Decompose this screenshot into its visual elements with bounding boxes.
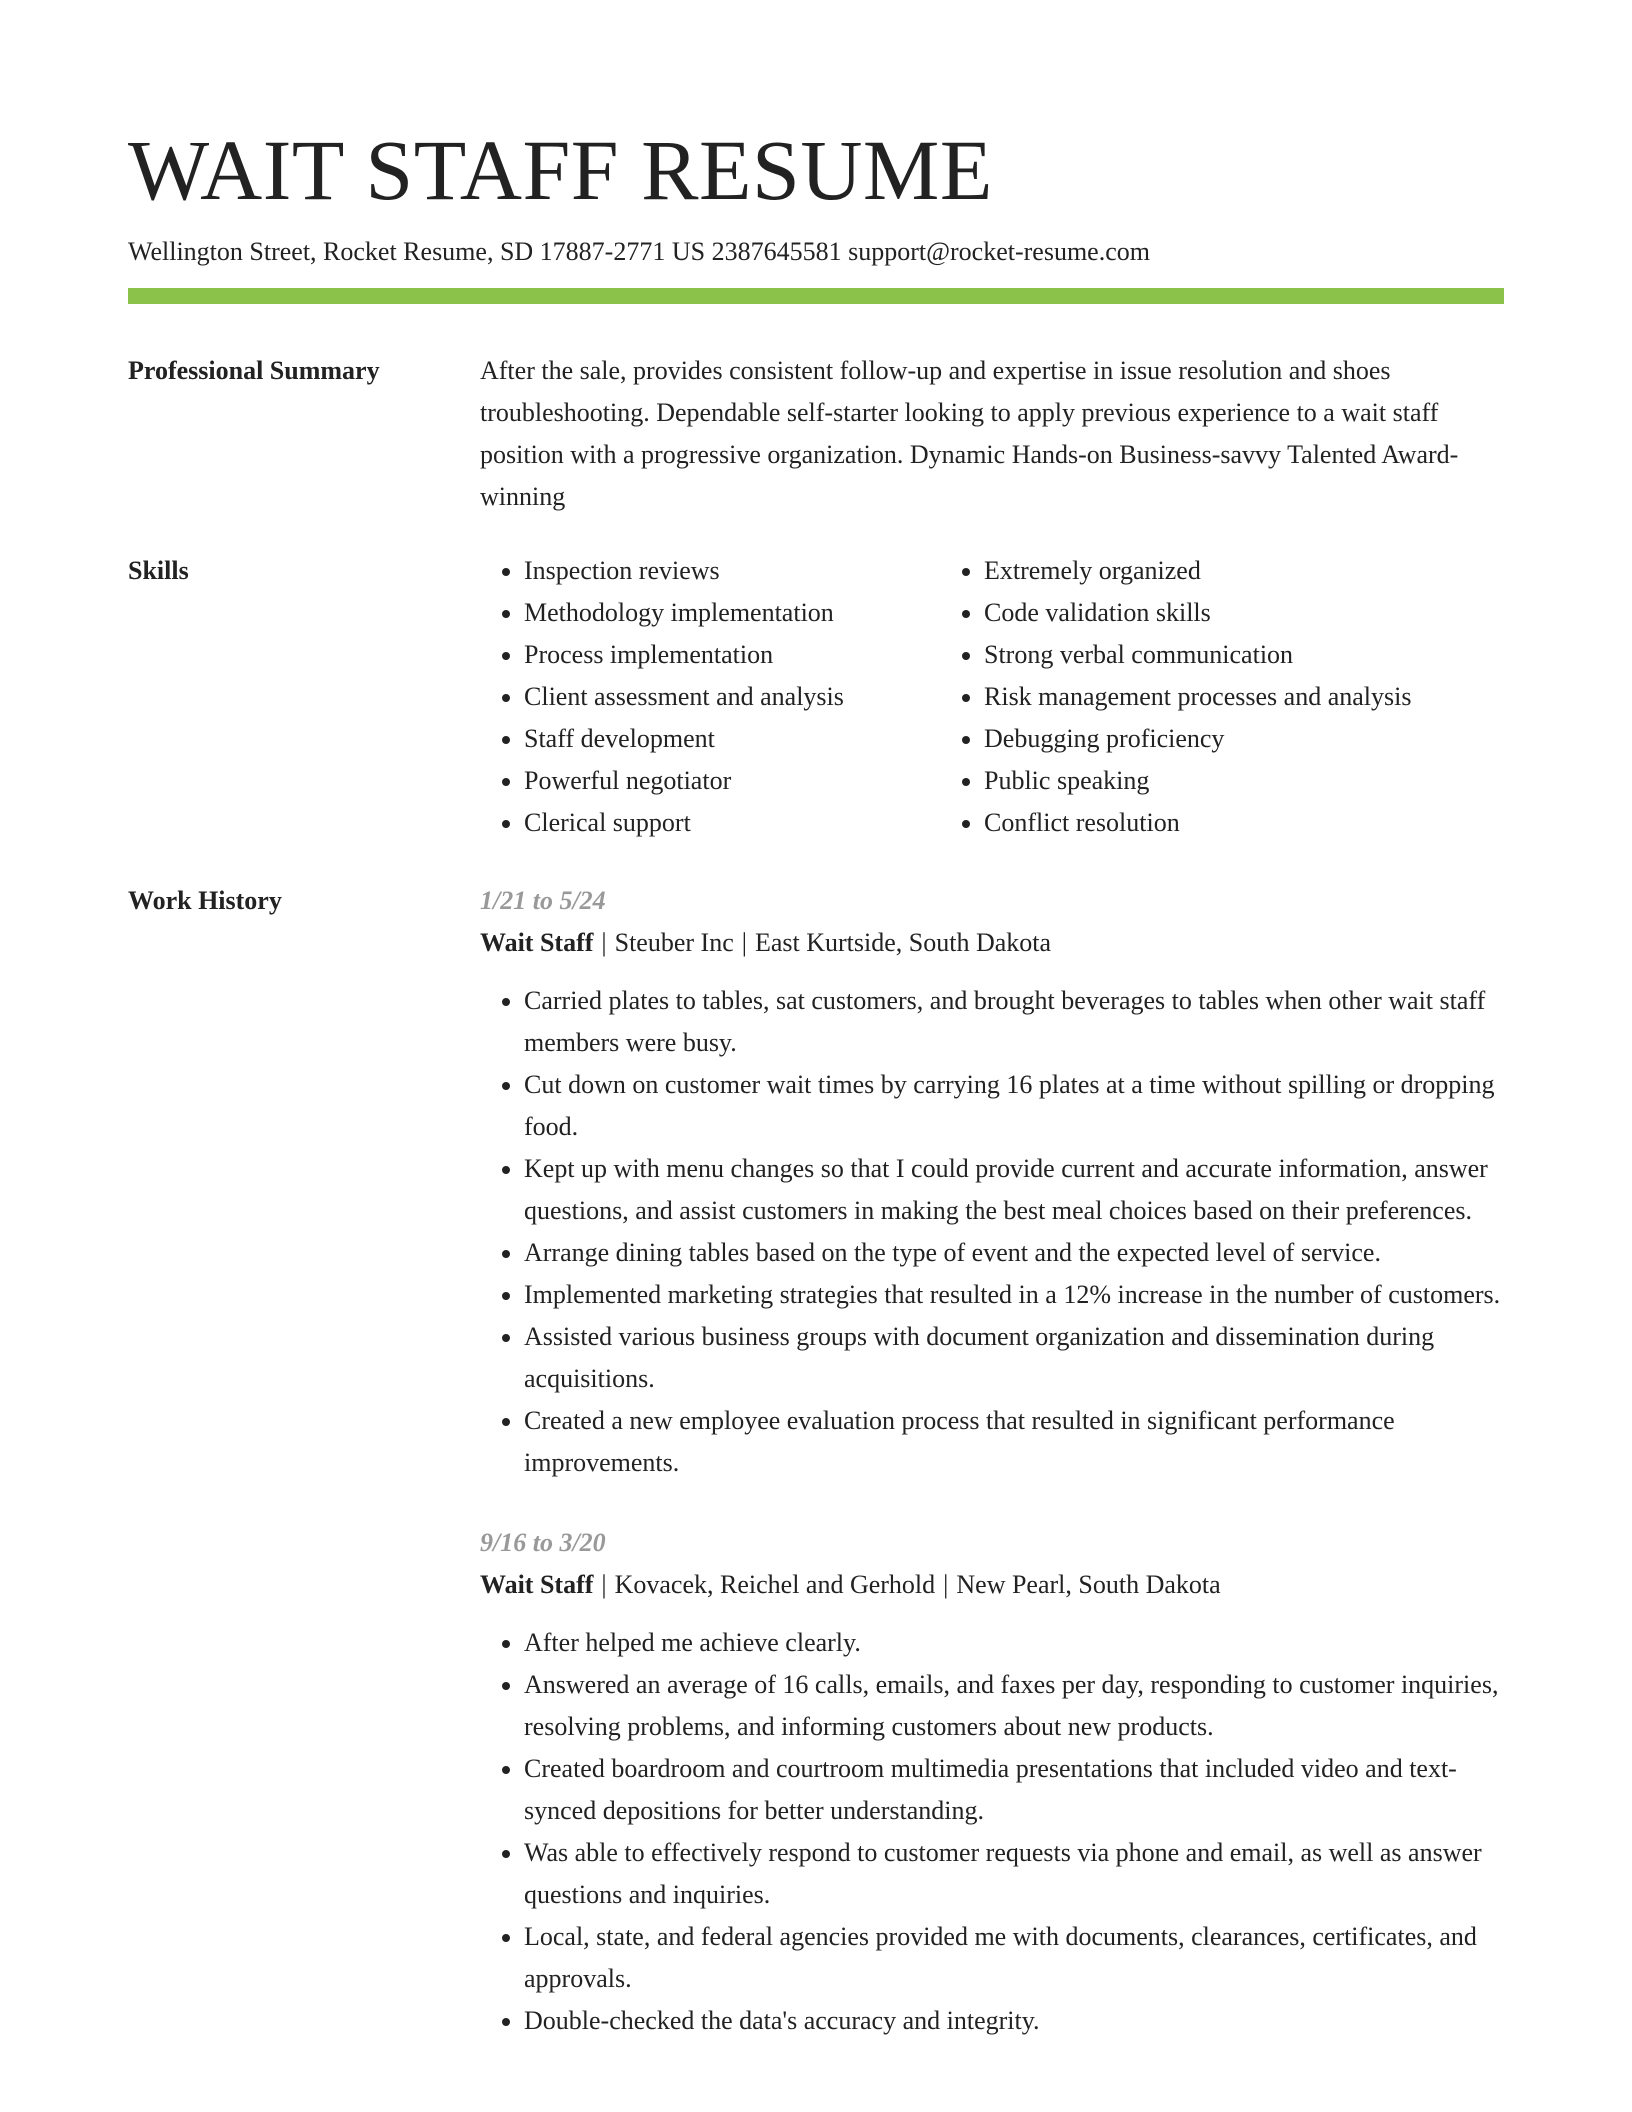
skill-item: • Conflict resolution [984, 802, 1504, 844]
skill-item: • Strong verbal communication [984, 634, 1504, 676]
skill-item: • Staff development [524, 718, 940, 760]
job-bullet: • Created boardroom and courtroom multimedia presentations that included video and text-synced depositions for better understanding. [524, 1748, 1504, 1832]
separator: | [741, 928, 747, 957]
job-entry [480, 880, 1504, 1484]
job-bullet: • Was able to effectively respond to customer requests via phone and email, as well as answer questions and inquiries. [524, 1832, 1504, 1916]
skill-item: • Clerical support [524, 802, 940, 844]
skill-item: • Public speaking [984, 760, 1504, 802]
job-entry [480, 1522, 1504, 2042]
job-dates: 1/21 to 5/24 [480, 886, 606, 915]
skills-list-left [480, 550, 940, 844]
skill-item: • Process implementation [524, 634, 940, 676]
skill-item: • Methodology implementation [524, 592, 940, 634]
work-history-section [128, 880, 1504, 2080]
skill-item: • Client assessment and analysis [524, 676, 940, 718]
skills-list-right [940, 550, 1504, 844]
summary-text: After the sale, provides consistent follow-up and expertise in issue resolution and shoes troubleshooting. Dependable self-starter looking to apply previous experience to a wait staff position with a progressive organization. Dynamic Hands-on Business-savvy Talented Award-winning [480, 356, 1459, 511]
job-dates: 9/16 to 3/20 [480, 1528, 606, 1557]
skill-item: • Code validation skills [984, 592, 1504, 634]
job-bullet: • After helped me achieve clearly. [524, 1622, 1504, 1664]
separator: | [943, 1570, 949, 1599]
contact-email: support@rocket-resume.com [848, 237, 1150, 266]
skills-section [128, 550, 1504, 844]
section-label-work: Work History [128, 886, 282, 915]
resume-title: WAIT STAFF RESUME [128, 122, 993, 218]
contact-phone: 2387645581 [711, 237, 842, 266]
section-label-summary: Professional Summary [128, 356, 380, 385]
job-location: East Kurtside, South Dakota [754, 928, 1052, 957]
job-bullet: • Kept up with menu changes so that I could provide current and accurate information, answer questions, and assist customers in making the best meal choices based on their preferences. [524, 1148, 1504, 1232]
job-bullet: • Local, state, and federal agencies provided me with documents, clearances, certificates, and approvals. [524, 1916, 1504, 2000]
job-company: Steuber Inc [614, 928, 734, 957]
contact-line [128, 234, 1504, 270]
job-company: Kovacek, Reichel and Gerhold [614, 1570, 936, 1599]
job-bullet: • Cut down on customer wait times by carrying 16 plates at a time without spilling or dropping food. [524, 1064, 1504, 1148]
job-heading [480, 1564, 1504, 1606]
job-bullet-list [480, 1622, 1504, 2042]
job-location: New Pearl, South Dakota [956, 1570, 1221, 1599]
job-heading [480, 922, 1504, 964]
section-label-skills: Skills [128, 556, 189, 585]
skill-item: • Inspection reviews [524, 550, 940, 592]
job-bullet: • Answered an average of 16 calls, emails, and faxes per day, responding to customer inquiries, resolving problems, and informing customers about new products. [524, 1664, 1504, 1748]
job-bullet-list [480, 980, 1504, 1484]
job-title: Wait Staff [480, 1570, 594, 1599]
skills-columns [480, 550, 1504, 844]
skill-item: • Powerful negotiator [524, 760, 940, 802]
skill-item: • Extremely organized [984, 550, 1504, 592]
job-bullet: • Created a new employee evaluation process that resulted in significant performance improvements. [524, 1400, 1504, 1484]
contact-address: Wellington Street, Rocket Resume, SD 17887-2771 US [128, 237, 706, 266]
skill-item: • Risk management processes and analysis [984, 676, 1504, 718]
separator: | [601, 1570, 607, 1599]
job-bullet: • Assisted various business groups with document organization and dissemination during acquisitions. [524, 1316, 1504, 1400]
job-title: Wait Staff [480, 928, 594, 957]
separator: | [601, 928, 607, 957]
skill-item: • Debugging proficiency [984, 718, 1504, 760]
header-divider [128, 288, 1504, 304]
job-bullet: • Arrange dining tables based on the type of event and the expected level of service. [524, 1232, 1504, 1274]
job-bullet: • Double-checked the data's accuracy and integrity. [524, 2000, 1504, 2042]
job-bullet: • Implemented marketing strategies that resulted in a 12% increase in the number of customers. [524, 1274, 1504, 1316]
professional-summary-section [128, 350, 1504, 518]
job-bullet: • Carried plates to tables, sat customers, and brought beverages to tables when other wait staff members were busy. [524, 980, 1504, 1064]
